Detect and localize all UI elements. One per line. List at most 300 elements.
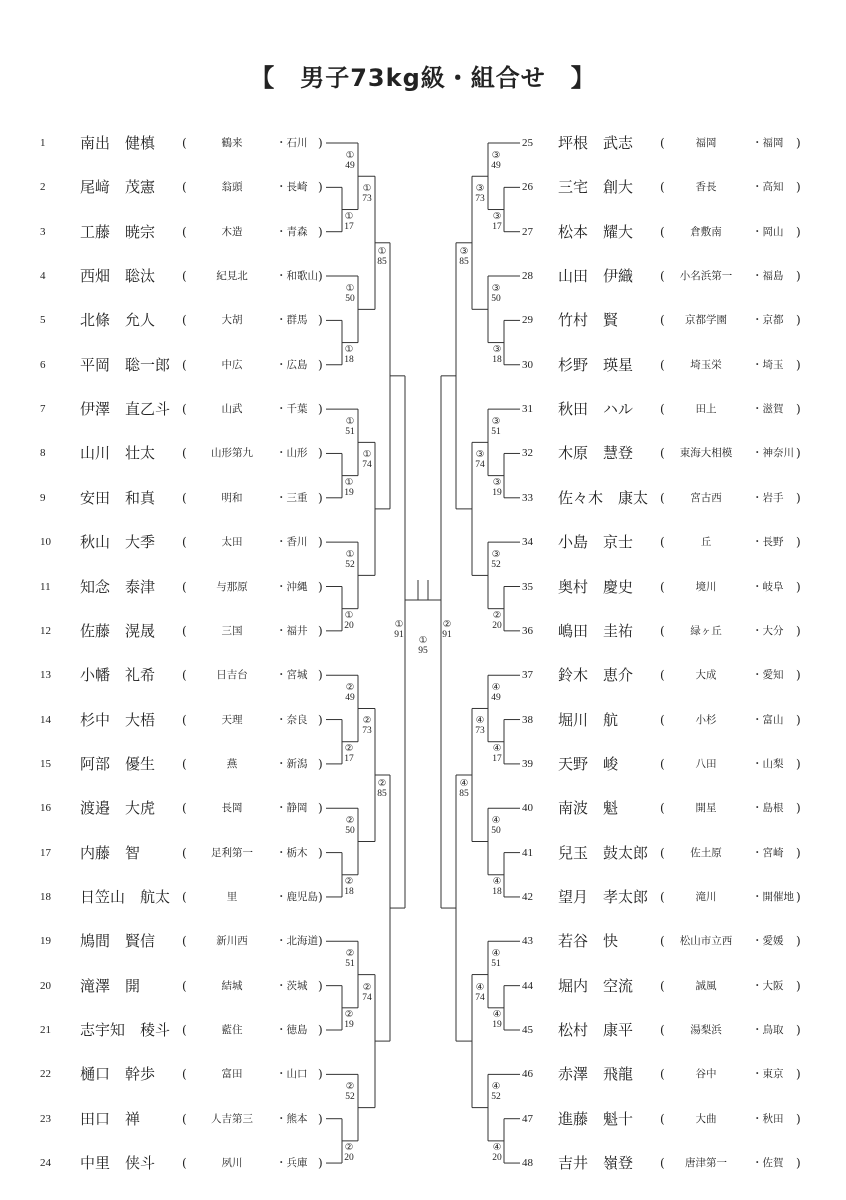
school-name: 埼玉栄 — [690, 358, 722, 371]
athlete-name: 平岡 聡一郎 — [80, 355, 171, 374]
match-label — [339, 212, 359, 232]
paren-open: ( — [660, 801, 665, 816]
athlete-name: 尾﨑 茂憲 — [80, 178, 156, 197]
athlete-name: 山川 壮太 — [80, 444, 156, 463]
match-circle-number: ② — [344, 1009, 354, 1020]
match-label — [470, 983, 490, 1003]
paren-open: ( — [182, 490, 187, 505]
entry-number: 46 — [522, 1068, 533, 1081]
entry-number: 7 — [40, 403, 46, 416]
athlete-name: 鳩間 賢信 — [80, 932, 156, 951]
match-label — [339, 478, 359, 498]
paren-close: ) — [796, 180, 801, 195]
match-label — [372, 779, 392, 799]
athlete-name: 若谷 快 — [558, 932, 619, 951]
paren-open: ( — [182, 1023, 187, 1037]
match-label — [487, 478, 507, 498]
entry-number: 2 — [40, 181, 46, 194]
prefecture: ・滋賀 — [752, 403, 784, 416]
match-id: 49 — [491, 693, 501, 704]
entry-number: 11 — [40, 580, 51, 593]
entry-number: 43 — [522, 935, 533, 948]
prefecture: ・福井 — [276, 624, 308, 637]
athlete-name: 吉井 嶺登 — [558, 1154, 634, 1173]
match-id: 50 — [345, 826, 355, 837]
prefecture: ・熊本 — [276, 1112, 308, 1125]
paren-open: ( — [182, 357, 187, 372]
match-label — [339, 345, 359, 365]
match-label — [487, 1010, 507, 1030]
school-name: 三国 — [221, 624, 243, 637]
school-name: 滝川 — [695, 890, 717, 903]
prefecture: ・和歌山 — [276, 270, 318, 283]
athlete-name: 小幡 礼希 — [80, 666, 156, 685]
prefecture: ・長野 — [752, 536, 784, 549]
entry-number: 37 — [522, 669, 533, 682]
match-id: 52 — [491, 560, 501, 571]
athlete-name: 滝澤 開 — [80, 976, 141, 995]
match-id: 18 — [344, 354, 354, 365]
match-circle-number: ④ — [492, 1009, 502, 1020]
paren-close: ) — [318, 668, 323, 683]
match-circle-number: ③ — [475, 184, 485, 195]
school-name: 京都学園 — [685, 314, 727, 327]
entry-number: 23 — [40, 1112, 51, 1125]
paren-close: ) — [796, 313, 801, 328]
paren-open: ( — [660, 136, 665, 150]
match-id: 50 — [345, 294, 355, 305]
prefecture: ・北海道 — [276, 935, 318, 948]
entry-number: 15 — [40, 757, 51, 770]
athlete-name: 望月 孝太郎 — [558, 887, 649, 906]
prefecture: ・島根 — [752, 802, 784, 815]
paren-close: ) — [796, 446, 801, 461]
match-id: 74 — [362, 992, 372, 1003]
match-circle-number: ① — [377, 246, 387, 257]
entry-number: 45 — [522, 1024, 533, 1036]
paren-open: ( — [660, 490, 665, 505]
match-id: 20 — [344, 1152, 354, 1163]
prefecture: ・福岡 — [752, 137, 784, 149]
school-name: 緑ヶ丘 — [690, 624, 722, 637]
paren-open: ( — [660, 1023, 665, 1037]
match-id: 85 — [377, 788, 387, 799]
prefecture: ・福島 — [752, 270, 784, 283]
entry-number: 12 — [40, 624, 51, 637]
athlete-name: 志宇知 稜斗 — [80, 1021, 171, 1039]
prefecture: ・大分 — [752, 624, 784, 637]
match-label — [487, 611, 507, 631]
match-circle-number: ③ — [492, 477, 502, 488]
match-circle-number: ② — [492, 610, 502, 621]
school-name: 誠風 — [695, 979, 717, 992]
school-name: 田上 — [695, 403, 717, 416]
athlete-name: 天野 峻 — [558, 754, 619, 773]
school-name: 香長 — [695, 181, 717, 194]
entry-number: 19 — [40, 935, 51, 948]
prefecture: ・千葉 — [276, 403, 308, 416]
paren-open: ( — [660, 1067, 665, 1082]
entry-number: 28 — [522, 270, 533, 283]
school-name: 唐津第一 — [685, 1157, 727, 1170]
school-name: 山武 — [221, 403, 243, 416]
athlete-name: 知念 泰津 — [80, 577, 156, 596]
entry-number: 31 — [522, 403, 533, 416]
paren-open: ( — [660, 224, 665, 239]
entry-number: 18 — [40, 890, 51, 903]
paren-open: ( — [182, 446, 187, 461]
match-circle-number: ② — [345, 1082, 355, 1093]
athlete-name: 日笠山 航太 — [80, 887, 171, 906]
match-id: 19 — [492, 1019, 502, 1030]
paren-open: ( — [182, 978, 187, 993]
entry-number: 35 — [522, 580, 533, 593]
athlete-name: 秋山 大季 — [80, 533, 156, 552]
school-name: 人吉第三 — [211, 1112, 253, 1125]
athlete-name: 杉野 瑛星 — [558, 355, 634, 374]
match-id: 51 — [345, 427, 355, 438]
match-id: 73 — [475, 726, 485, 737]
athlete-name: 安田 和真 — [80, 488, 156, 507]
athlete-name: 田口 禅 — [80, 1109, 141, 1128]
prefecture: ・愛媛 — [752, 935, 784, 948]
match-id: 20 — [492, 1152, 502, 1163]
match-label — [454, 779, 474, 799]
paren-open: ( — [182, 136, 187, 150]
match-circle-number: ① — [344, 610, 354, 621]
school-name: 小名浜第一 — [679, 270, 733, 283]
match-circle-number: ① — [345, 550, 355, 561]
paren-close: ) — [796, 801, 801, 816]
match-circle-number: ② — [345, 949, 355, 960]
match-id: 73 — [362, 194, 372, 205]
match-circle-number: ③ — [491, 550, 501, 561]
paren-open: ( — [182, 1156, 187, 1171]
match-id: 18 — [492, 886, 502, 897]
paren-close: ) — [796, 224, 801, 239]
match-label — [340, 1082, 360, 1102]
match-label — [340, 284, 360, 304]
prefecture: ・香川 — [276, 536, 308, 549]
paren-close: ) — [796, 668, 801, 683]
entry-number: 21 — [40, 1024, 51, 1036]
match-circle-number: ② — [442, 620, 452, 630]
entry-number: 24 — [40, 1157, 51, 1170]
match-label — [486, 417, 506, 437]
paren-close: ) — [796, 756, 801, 771]
paren-open: ( — [182, 269, 187, 284]
paren-close: ) — [796, 623, 801, 638]
match-label — [340, 816, 360, 836]
match-label — [340, 417, 360, 437]
paren-close: ) — [796, 1111, 801, 1126]
match-label — [372, 247, 392, 267]
paren-close: ) — [796, 712, 801, 727]
athlete-name: 堀内 空流 — [558, 976, 634, 995]
paren-open: ( — [182, 224, 187, 239]
school-name: 鶴来 — [221, 137, 243, 149]
athlete-name: 阿部 優生 — [80, 754, 156, 773]
entry-number: 47 — [522, 1112, 533, 1125]
prefecture: ・石川 — [276, 137, 308, 149]
paren-open: ( — [182, 801, 187, 816]
school-name: 谷中 — [695, 1068, 717, 1081]
paren-open: ( — [182, 845, 187, 860]
athlete-name: 嶋田 圭祐 — [558, 621, 634, 640]
match-circle-number: ② — [362, 982, 372, 993]
match-label — [340, 949, 360, 969]
school-name: 倉敷南 — [690, 225, 722, 238]
athlete-name: 松村 康平 — [558, 1021, 634, 1039]
paren-open: ( — [660, 1111, 665, 1126]
paren-close: ) — [318, 224, 323, 239]
match-circle-number: ④ — [492, 1142, 502, 1153]
match-id: 74 — [362, 460, 372, 471]
match-circle-number: ③ — [492, 211, 502, 222]
prefecture: ・開催地 — [752, 890, 794, 903]
entry-number: 40 — [522, 802, 533, 815]
match-id: 85 — [459, 788, 469, 799]
athlete-name: 佐藤 滉晟 — [80, 621, 156, 640]
school-name: 長岡 — [221, 802, 243, 815]
match-label — [486, 284, 506, 304]
paren-close: ) — [796, 845, 801, 860]
prefecture: ・栃木 — [276, 846, 308, 859]
match-circle-number: ① — [345, 417, 355, 428]
school-name: 里 — [226, 890, 238, 903]
school-name: 太田 — [221, 536, 243, 549]
school-name: 大成 — [695, 669, 717, 682]
match-id: 73 — [362, 726, 372, 737]
prefecture: ・岩手 — [752, 491, 784, 504]
match-label — [340, 683, 360, 703]
prefecture: ・神奈川 — [752, 447, 794, 460]
athlete-name: 伊澤 直乙斗 — [80, 400, 171, 419]
prefecture: ・埼玉 — [752, 358, 784, 371]
paren-close: ) — [318, 535, 323, 550]
paren-open: ( — [660, 446, 665, 461]
paren-open: ( — [182, 579, 187, 594]
school-name: 大曲 — [695, 1112, 717, 1125]
match-circle-number: ① — [418, 636, 428, 646]
prefecture: ・大阪 — [752, 979, 784, 992]
prefecture: ・岐阜 — [752, 580, 784, 593]
match-id: 19 — [492, 487, 502, 498]
match-id: 85 — [459, 256, 469, 267]
entry-number: 36 — [522, 624, 533, 637]
match-label — [487, 345, 507, 365]
school-name: 佐土原 — [690, 846, 722, 859]
school-name: 結城 — [221, 979, 243, 992]
school-name: 翁頭 — [221, 181, 243, 194]
match-circle-number: ① — [344, 344, 354, 355]
match-label — [486, 1082, 506, 1102]
match-circle-number: ④ — [475, 716, 485, 727]
paren-open: ( — [660, 623, 665, 638]
school-name: 木造 — [221, 225, 243, 238]
prefecture: ・山梨 — [752, 757, 784, 770]
match-label — [357, 184, 377, 204]
entry-number: 41 — [522, 846, 533, 859]
paren-close: ) — [796, 1156, 801, 1171]
school-name: 藍住 — [221, 1024, 243, 1036]
match-id: 18 — [492, 354, 502, 365]
paren-close: ) — [796, 889, 801, 904]
paren-open: ( — [660, 668, 665, 683]
prefecture: ・高知 — [752, 181, 784, 194]
entry-number: 1 — [40, 137, 46, 149]
school-name: 八田 — [695, 757, 717, 770]
match-circle-number: ③ — [491, 417, 501, 428]
match-circle-number: ① — [394, 620, 404, 630]
prefecture: ・青森 — [276, 225, 308, 238]
match-circle-number: ② — [345, 683, 355, 694]
match-label — [339, 877, 359, 897]
paren-close: ) — [796, 136, 801, 150]
match-id: 19 — [344, 487, 354, 498]
paren-close: ) — [318, 1067, 323, 1082]
match-id: 95 — [418, 646, 428, 656]
entry-number: 14 — [40, 713, 51, 726]
school-name: 湯梨浜 — [690, 1024, 722, 1036]
match-label — [339, 1143, 359, 1163]
entry-number: 16 — [40, 802, 51, 815]
match-circle-number: ④ — [491, 816, 501, 827]
match-circle-number: ① — [362, 450, 372, 461]
match-label — [339, 744, 359, 764]
prefecture: ・新潟 — [276, 757, 308, 770]
school-name: 東海大相模 — [679, 447, 733, 460]
match-id: 17 — [492, 221, 502, 232]
school-name: 日吉台 — [216, 669, 248, 682]
prefecture: ・徳島 — [276, 1024, 308, 1036]
athlete-name: 木原 慧登 — [558, 444, 634, 463]
match-circle-number: ③ — [492, 344, 502, 355]
entry-number: 6 — [40, 358, 46, 371]
paren-open: ( — [182, 1067, 187, 1082]
match-label — [487, 877, 507, 897]
school-name: 与那原 — [216, 580, 248, 593]
match-circle-number: ④ — [459, 778, 469, 789]
match-label — [470, 450, 490, 470]
athlete-name: 奥村 慶史 — [558, 577, 634, 596]
paren-close: ) — [318, 623, 323, 638]
athlete-name: 工藤 暁宗 — [80, 222, 156, 241]
match-circle-number: ③ — [459, 246, 469, 257]
prefecture: ・山形 — [276, 447, 308, 460]
prefecture: ・岡山 — [752, 225, 784, 238]
match-id: 50 — [491, 826, 501, 837]
entry-number: 38 — [522, 713, 533, 726]
entry-number: 5 — [40, 314, 46, 327]
match-circle-number: ④ — [492, 743, 502, 754]
prefecture: ・群馬 — [276, 314, 308, 327]
entry-number: 26 — [522, 181, 533, 194]
school-name: 大胡 — [221, 314, 243, 327]
match-label — [340, 151, 360, 171]
paren-close: ) — [796, 269, 801, 284]
paren-open: ( — [182, 623, 187, 638]
entry-number: 44 — [522, 979, 533, 992]
prefecture: ・山口 — [276, 1068, 308, 1081]
paren-close: ) — [318, 1023, 323, 1037]
match-label — [487, 212, 507, 232]
match-label — [470, 184, 490, 204]
match-id: 17 — [492, 753, 502, 764]
paren-open: ( — [660, 357, 665, 372]
paren-close: ) — [318, 269, 323, 284]
athlete-name: 進藤 魁十 — [558, 1109, 634, 1128]
match-circle-number: ① — [362, 184, 372, 195]
match-circle-number: ① — [344, 477, 354, 488]
match-id: 20 — [492, 620, 502, 631]
match-circle-number: ④ — [475, 982, 485, 993]
match-label — [357, 983, 377, 1003]
paren-close: ) — [318, 357, 323, 372]
match-circle-number: ③ — [491, 284, 501, 295]
match-label — [413, 636, 433, 656]
athlete-name: 南波 魁 — [558, 799, 619, 818]
paren-close: ) — [318, 490, 323, 505]
match-label — [357, 450, 377, 470]
paren-open: ( — [182, 402, 187, 417]
match-circle-number: ④ — [491, 683, 501, 694]
match-id: 74 — [475, 460, 485, 471]
match-label — [339, 611, 359, 631]
athlete-name: 小島 京士 — [558, 533, 634, 552]
paren-close: ) — [318, 978, 323, 993]
paren-close: ) — [318, 579, 323, 594]
match-label — [339, 1010, 359, 1030]
paren-open: ( — [182, 1111, 187, 1126]
prefecture: ・富山 — [752, 713, 784, 726]
athlete-name: 中里 侠斗 — [80, 1154, 156, 1173]
match-label — [487, 744, 507, 764]
paren-open: ( — [660, 269, 665, 284]
match-id: 17 — [344, 221, 354, 232]
paren-open: ( — [660, 1156, 665, 1171]
entry-number: 39 — [522, 757, 533, 770]
athlete-name: 赤澤 飛龍 — [558, 1065, 634, 1084]
paren-open: ( — [182, 180, 187, 195]
paren-open: ( — [660, 535, 665, 550]
paren-close: ) — [318, 845, 323, 860]
entry-number: 10 — [40, 536, 51, 549]
school-name: 天理 — [221, 713, 243, 726]
prefecture: ・佐賀 — [752, 1157, 784, 1170]
athlete-name: 三宅 創大 — [558, 178, 634, 197]
page-title: 【 男子73kg級・組合せ 】 — [250, 64, 596, 92]
match-circle-number: ④ — [491, 949, 501, 960]
school-name: 紀見北 — [216, 270, 248, 283]
prefecture: ・長崎 — [276, 181, 308, 194]
entry-number: 48 — [522, 1157, 533, 1170]
paren-open: ( — [182, 313, 187, 328]
paren-close: ) — [318, 180, 323, 195]
match-label — [389, 620, 409, 640]
prefecture: ・沖縄 — [276, 580, 308, 593]
match-id: 49 — [345, 161, 355, 171]
match-circle-number: ① — [345, 284, 355, 295]
school-name: 松山市立西 — [679, 935, 733, 948]
paren-open: ( — [182, 712, 187, 727]
paren-open: ( — [660, 889, 665, 904]
paren-close: ) — [796, 490, 801, 505]
match-id: 51 — [491, 427, 501, 438]
paren-close: ) — [318, 889, 323, 904]
match-id: 52 — [345, 560, 355, 571]
athlete-name: 南出 健槙 — [80, 134, 156, 152]
